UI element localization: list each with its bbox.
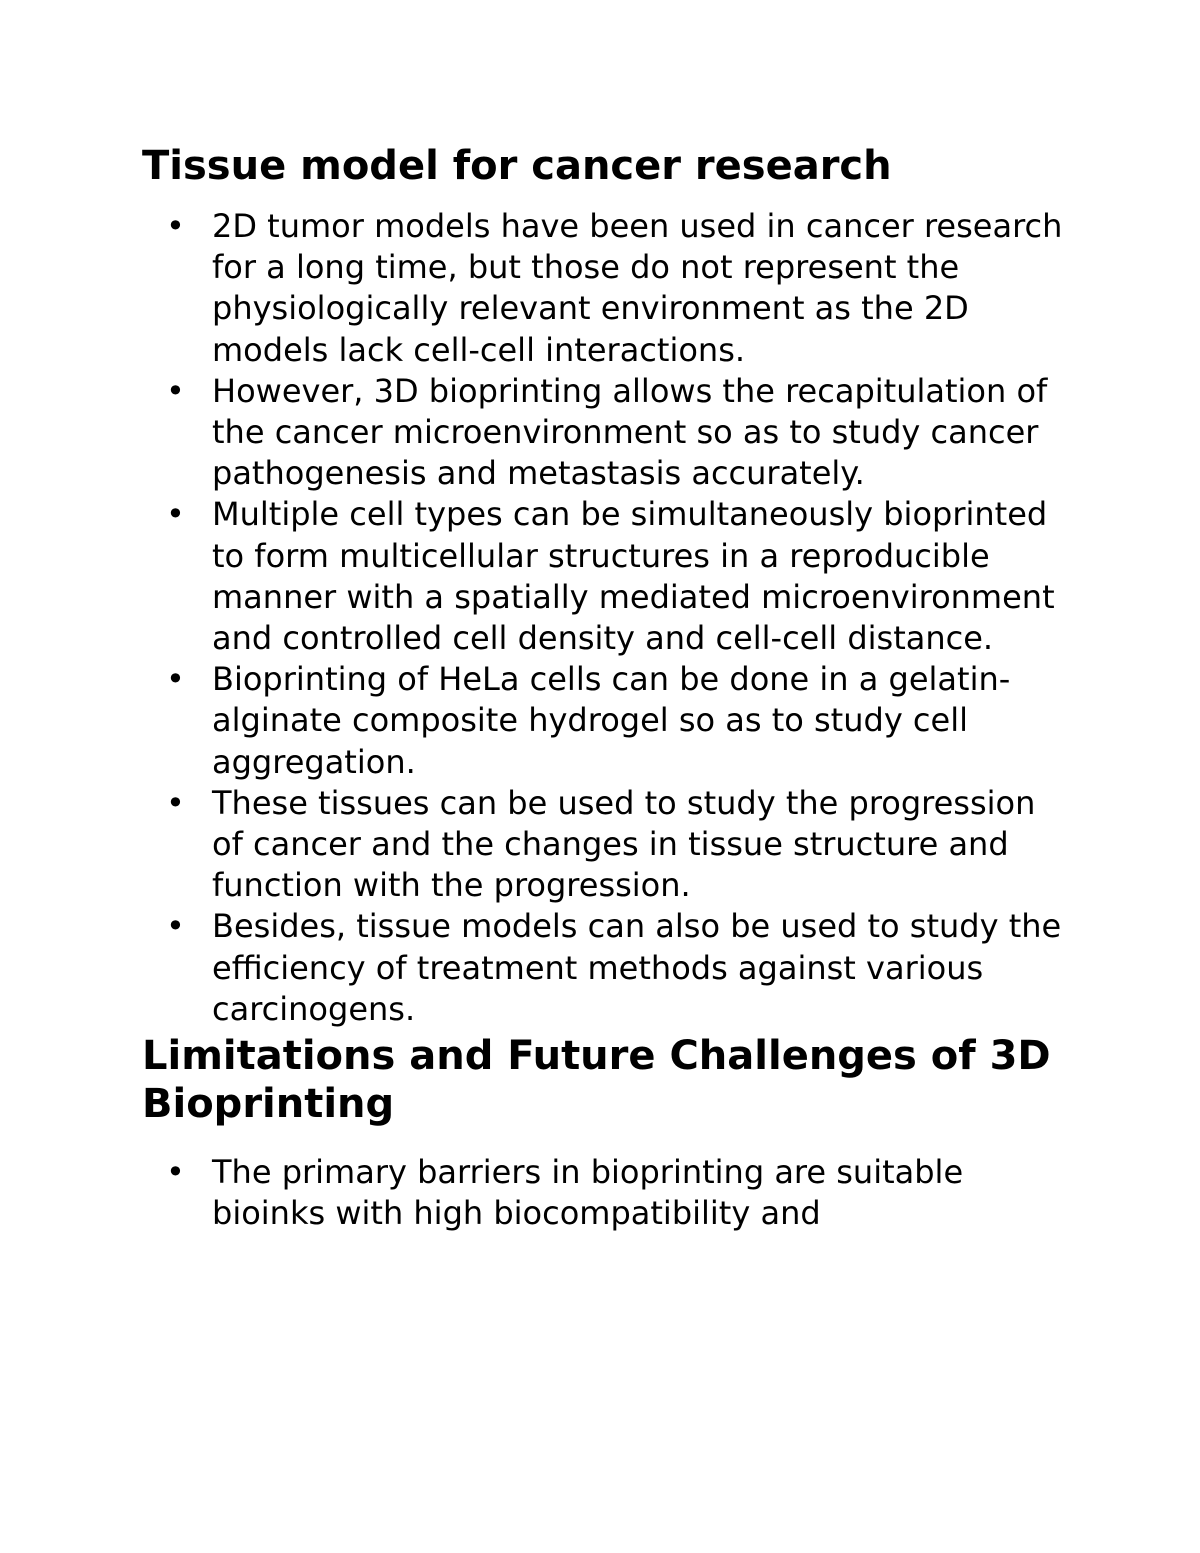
section-heading-tissue-model: Tissue model for cancer research (142, 143, 892, 189)
bullet-icon: • (166, 783, 185, 822)
bullet-item (142, 906, 1072, 1030)
bullet-icon: • (166, 660, 185, 699)
bullet-text: Multiple cell types can be simultaneously bioprinted to form multicellular structures in a reproducible manner with a spatially mediated microenvironment and controlled cell density and cell-cell distance. (212, 495, 1055, 658)
bullet-item (142, 206, 1072, 371)
bullet-text: The primary barriers in bioprinting are suitable bioinks with high biocompatibility and (212, 1153, 964, 1233)
bullet-list-tissue-model (142, 206, 1072, 1030)
bullet-text: Besides, tissue models can also be used to study the efficiency of treatment methods against various carcinogens. (212, 907, 1062, 1028)
bullet-item (142, 371, 1072, 495)
bullet-text: These tissues can be used to study the progression of cancer and the changes in tissue structure and function with the progression. (212, 783, 1036, 905)
bullet-icon: • (166, 207, 185, 245)
bullet-icon: • (166, 907, 185, 946)
bullet-icon: • (166, 495, 185, 534)
section-heading-limitations: Limitations and Future Challenges of 3D Bioprinting (142, 1033, 1051, 1128)
bullet-item (142, 494, 1072, 659)
bullet-item (142, 783, 1072, 907)
bullet-item (142, 659, 1072, 783)
bullet-icon: • (166, 1153, 185, 1192)
document-content (142, 142, 1072, 1234)
bullet-text: Bioprinting of HeLa cells can be done in a gelatin-alginate composite hydrogel so as to study cell aggregation. (212, 660, 1011, 781)
bullet-icon: • (166, 371, 185, 410)
bullet-text: 2D tumor models have been used in cancer research for a long time, but those do not represent the physiologically relevant environment as the 2D models lack cell-cell interactions. (212, 207, 1063, 369)
bullet-list-limitations (142, 1152, 1072, 1234)
bullet-text: However, 3D bioprinting allows the recapitulation of the cancer microenvironment so as to study cancer pathogenesis and metastasis accurately. (212, 371, 1048, 493)
bullet-item (142, 1152, 1072, 1234)
